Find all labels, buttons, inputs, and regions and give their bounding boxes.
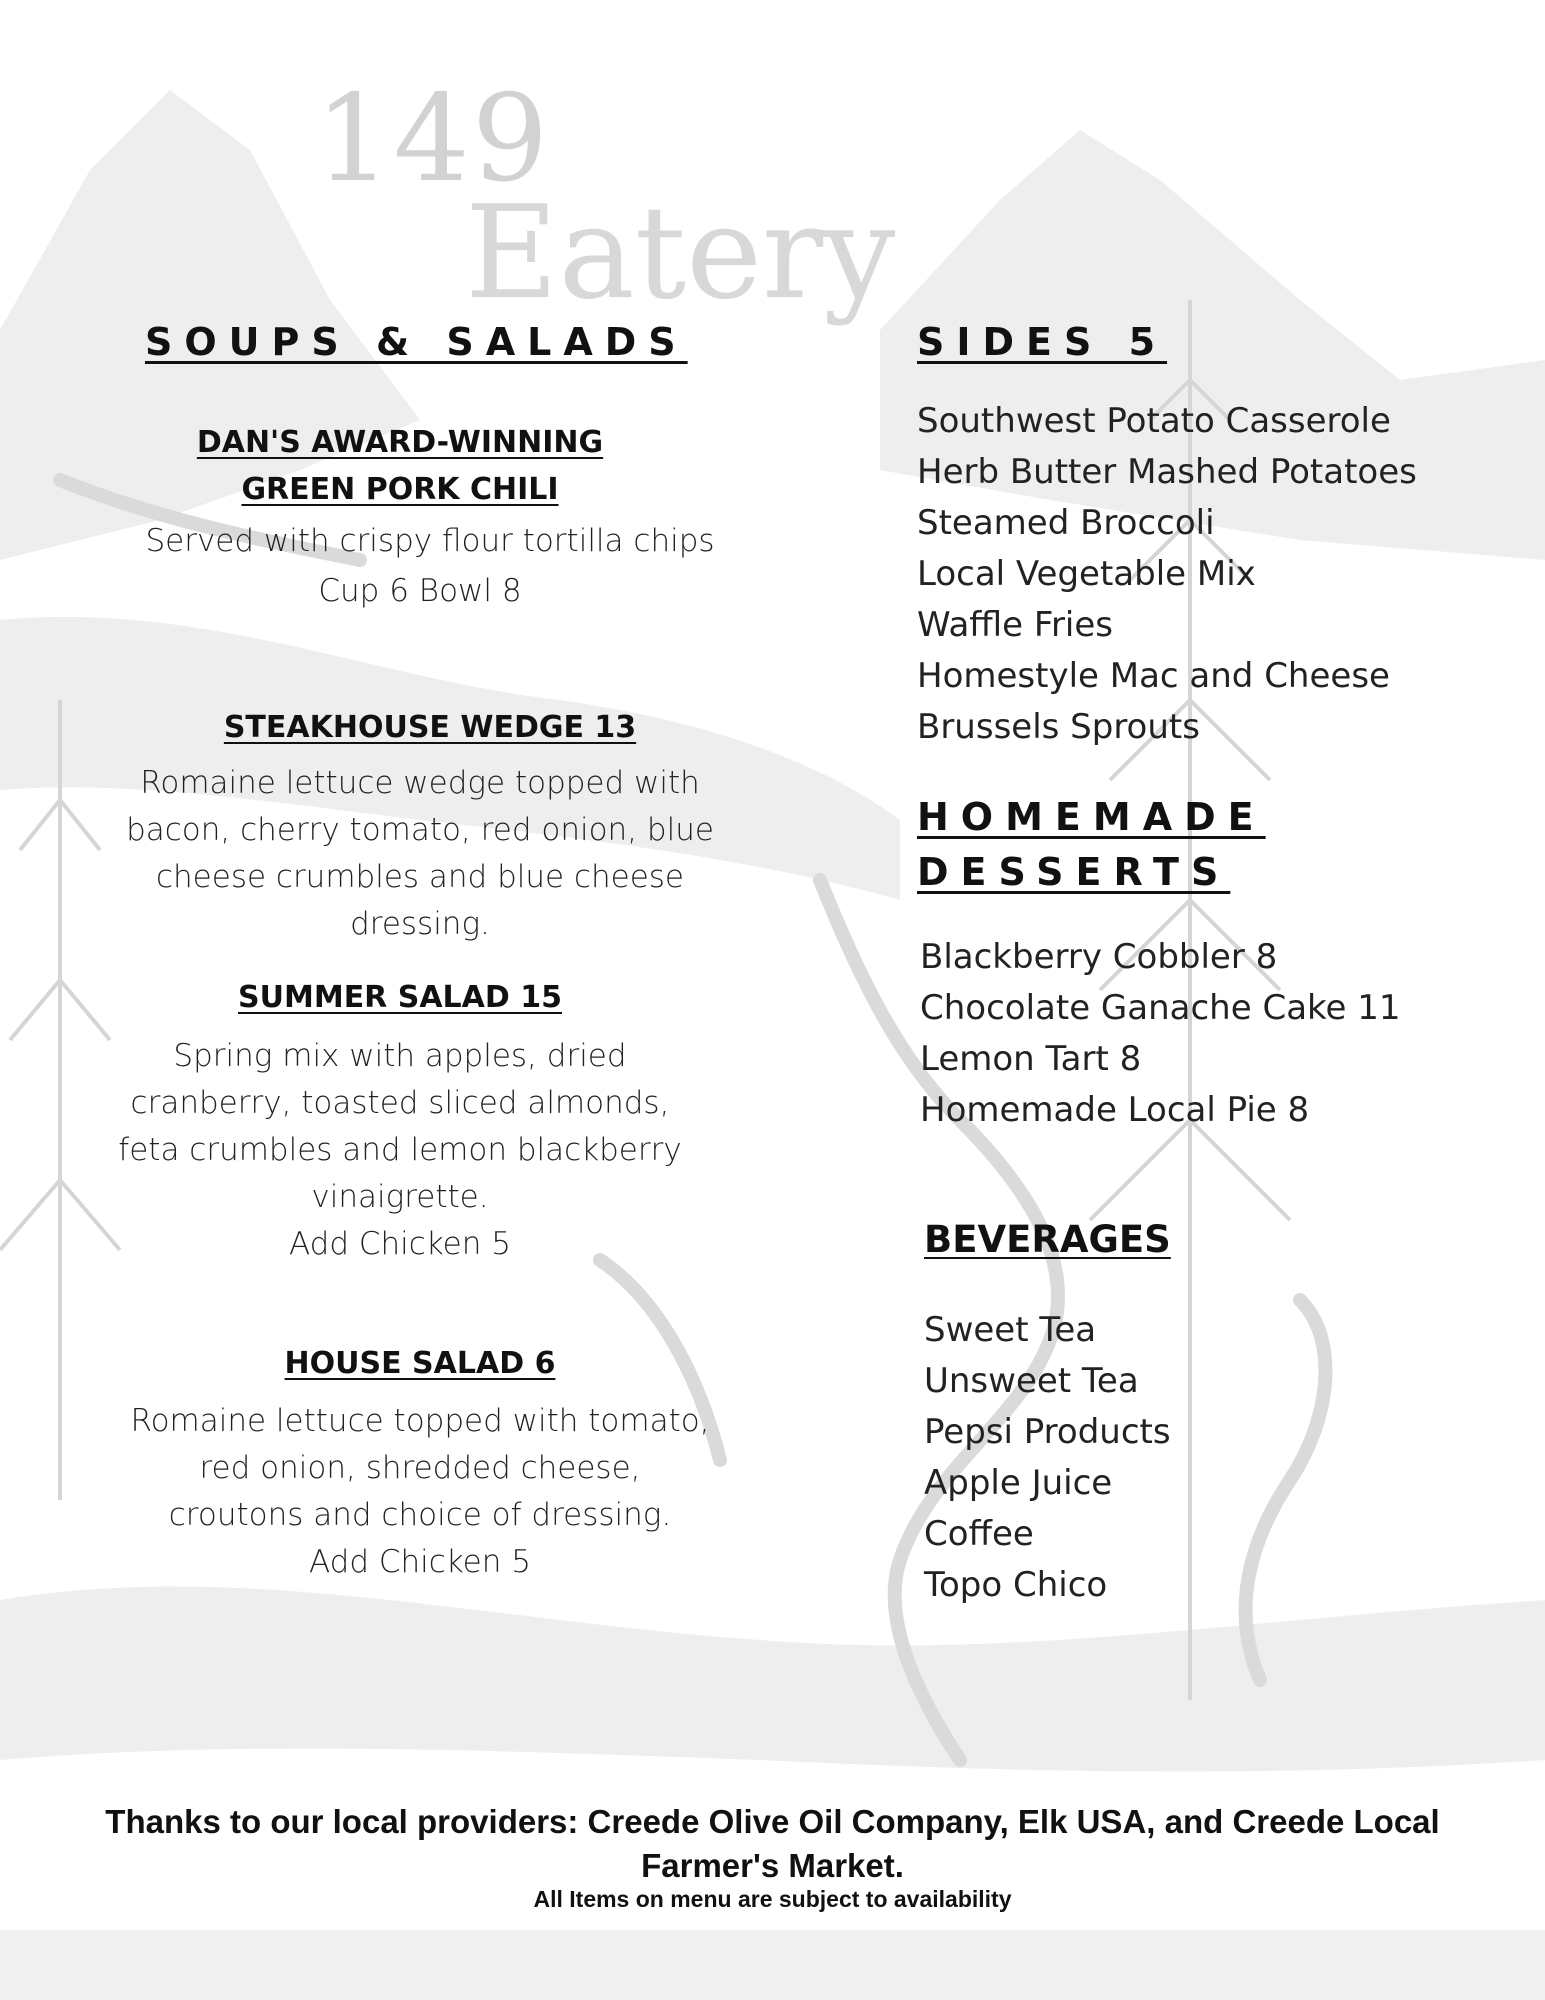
list-item: Herb Butter Mashed Potatoes	[917, 452, 1417, 492]
list-item: Apple Juice	[924, 1463, 1113, 1503]
list-item: Homemade Local Pie 8	[920, 1090, 1310, 1130]
bottom-strip	[0, 1930, 1545, 2000]
desserts-heading-line1: HOMEMADE	[917, 795, 1266, 839]
chili-name-line2: GREEN PORK CHILI	[241, 472, 559, 507]
list-item: Brussels Sprouts	[917, 707, 1200, 747]
sides-heading: SIDES 5	[917, 320, 1168, 364]
beverages-heading: BEVERAGES	[924, 1218, 1171, 1261]
desserts-heading-line2: DESSERTS	[917, 850, 1231, 894]
summer-salad-description: Spring mix with apples, dried cranberry, toasted sliced almonds, feta crumbles and lemon blackberry vinaigrette. Add Chicken 5	[118, 1038, 682, 1262]
beverages-list	[924, 1305, 1171, 1611]
list-item: Local Vegetable Mix	[917, 554, 1256, 594]
list-item: Sweet Tea	[924, 1310, 1097, 1350]
chili-name-line1: DAN'S AWARD-WINNING	[196, 425, 604, 460]
list-item: Steamed Broccoli	[917, 503, 1215, 543]
availability-note: All Items on menu are subject to availability	[533, 1886, 1012, 1912]
soups-salads-heading: SOUPS & SALADS	[145, 320, 688, 364]
list-item: Topo Chico	[924, 1565, 1108, 1605]
list-item: Pepsi Products	[924, 1412, 1171, 1452]
logo-word: Eatery	[465, 179, 896, 328]
chili-description: Served with crispy flour tortilla chips	[145, 523, 715, 559]
list-item: Lemon Tart 8	[920, 1039, 1142, 1079]
list-item: Coffee	[924, 1514, 1034, 1554]
list-item: Southwest Potato Casserole	[917, 401, 1391, 441]
house-salad-name: HOUSE SALAD 6	[284, 1346, 556, 1381]
list-item: Homestyle Mac and Cheese	[917, 656, 1390, 696]
footer-thanks: Thanks to our local providers: Creede Olive Oil Company, Elk USA, and Creede Local Farmer's Market.	[105, 1803, 1440, 1884]
sides-list	[917, 396, 1417, 753]
logo-number: 149	[315, 70, 551, 209]
steakhouse-wedge-description: Romaine lettuce wedge topped with bacon, cherry tomato, red onion, blue cheese crumbles and blue cheese dressing.	[126, 765, 714, 942]
list-item: Waffle Fries	[917, 605, 1114, 645]
list-item: Unsweet Tea	[924, 1361, 1139, 1401]
house-salad-description: Romaine lettuce topped with tomato, red onion, shredded cheese, croutons and choice of dressing. Add Chicken 5	[130, 1403, 710, 1580]
list-item: Chocolate Ganache Cake 11	[920, 988, 1401, 1028]
desserts-list	[920, 932, 1401, 1136]
chili-price: Cup 6 Bowl 8	[318, 573, 522, 609]
list-item: Blackberry Cobbler 8	[920, 937, 1278, 977]
summer-salad-name: SUMMER SALAD 15	[238, 980, 562, 1015]
steakhouse-wedge-name: STEAKHOUSE WEDGE 13	[223, 710, 637, 745]
